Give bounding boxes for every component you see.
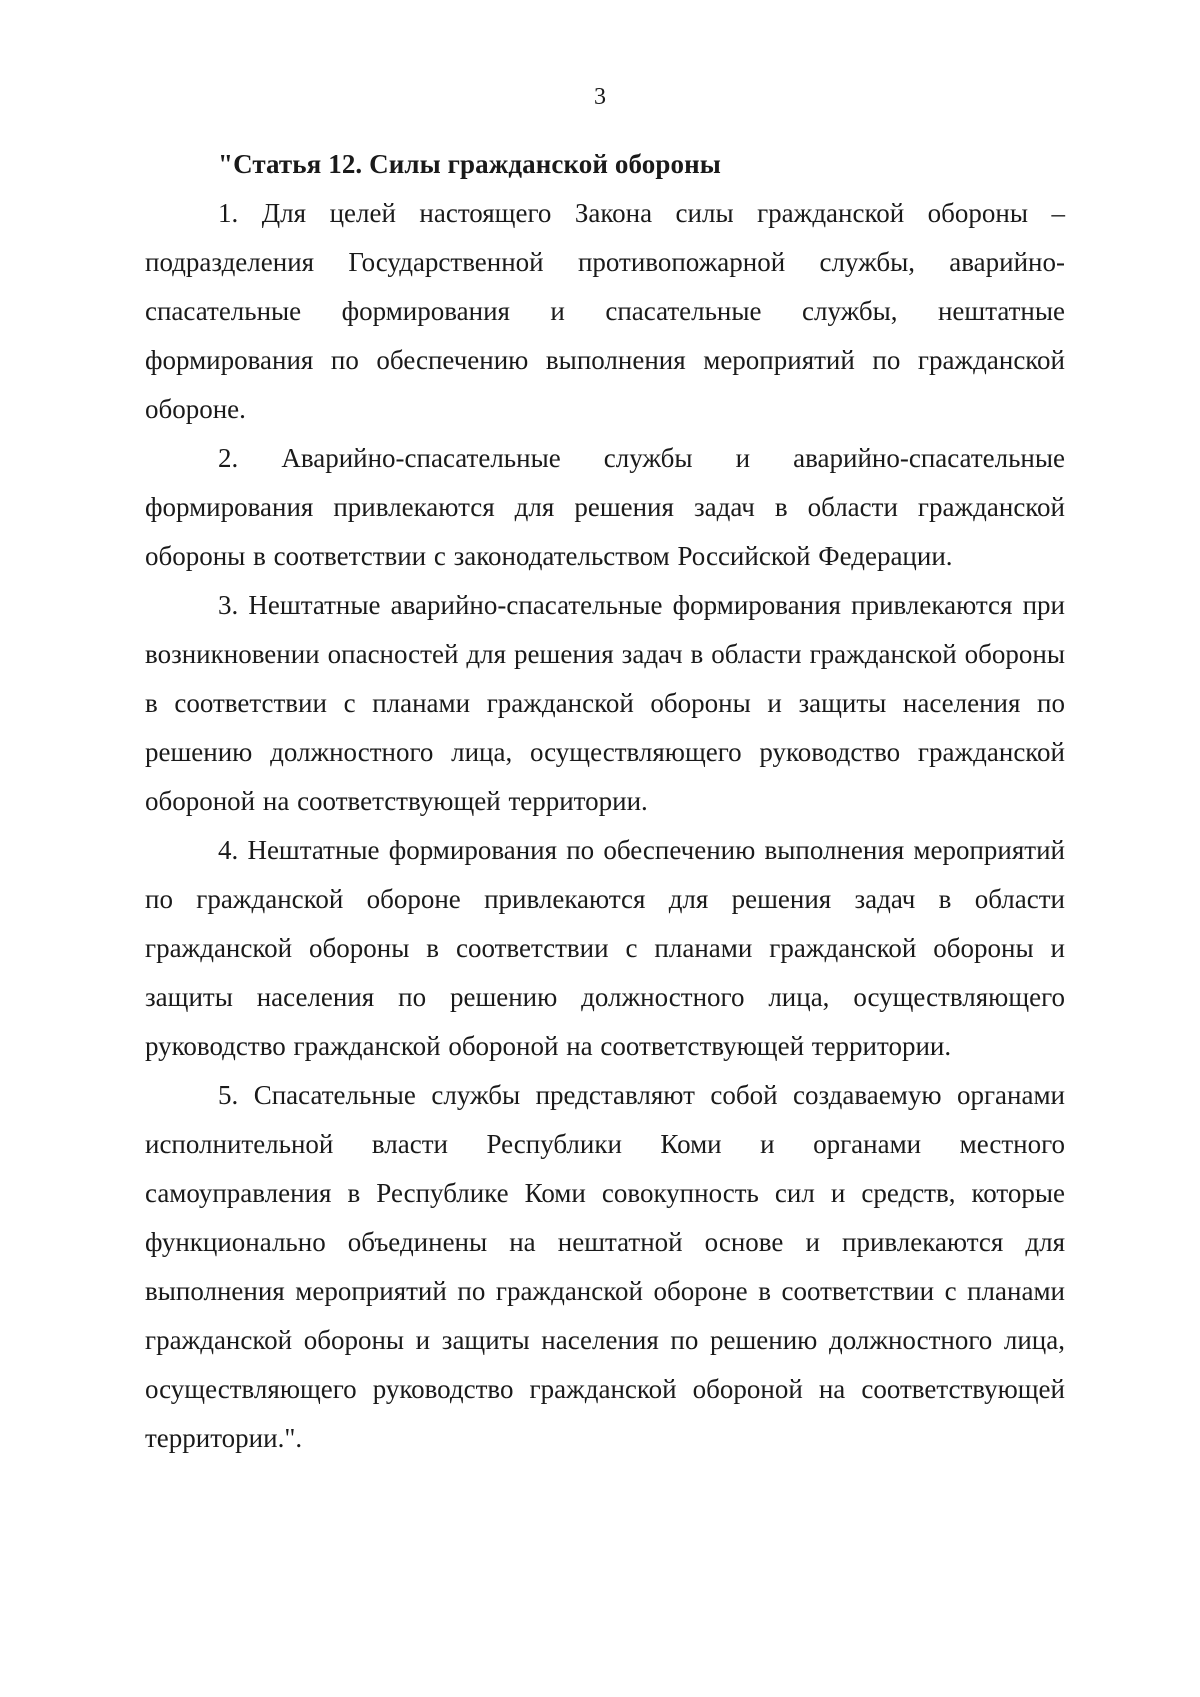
page-number: 3 xyxy=(594,84,606,110)
article-paragraph-1: 1. Для целей настоящего Закона силы гражданской обороны – подразделения Государственной противопожарной службы, аварийно-спасательные формирования и спасательные службы, нештатные формирования по обеспечению выполнения мероприятий по гражданской обороне. xyxy=(145,198,1065,424)
article-paragraph-4: 4. Нештатные формирования по обеспечению выполнения мероприятий по гражданской обороне привлекаются для решения задач в области гражданской обороны в соответствии с планами гражданской обороны и защиты населения по решению должностного лица, осуществляющего руководство гражданской обороной на соответствующей территории. xyxy=(145,835,1065,1061)
article-heading: "Статья 12. Силы гражданской обороны xyxy=(218,149,721,179)
article-body xyxy=(145,140,1065,1463)
article-paragraph-5: 5. Спасательные службы представляют собой создаваемую органами исполнительной власти Республики Коми и органами местного самоуправления в Республике Коми совокупность сил и средств, которые функционально объединены на нештатной основе и привлекаются для выполнения мероприятий по гражданской обороне в соответствии с планами гражданской обороны и защиты населения по решению должностного лица, осуществляющего руководство гражданской обороной на соответствующей территории.". xyxy=(145,1080,1065,1453)
article-paragraph-2: 2. Аварийно-спасательные службы и аварийно-спасательные формирования привлекаются для решения задач в области гражданской обороны в соответствии с законодательством Российской Федерации. xyxy=(145,443,1065,571)
article-paragraph-3: 3. Нештатные аварийно-спасательные формирования привлекаются при возникновении опасностей для решения задач в области гражданской обороны в соответствии с планами гражданской обороны и защиты населения по решению должностного лица, осуществляющего руководство гражданской обороной на соответствующей территории. xyxy=(145,590,1065,816)
